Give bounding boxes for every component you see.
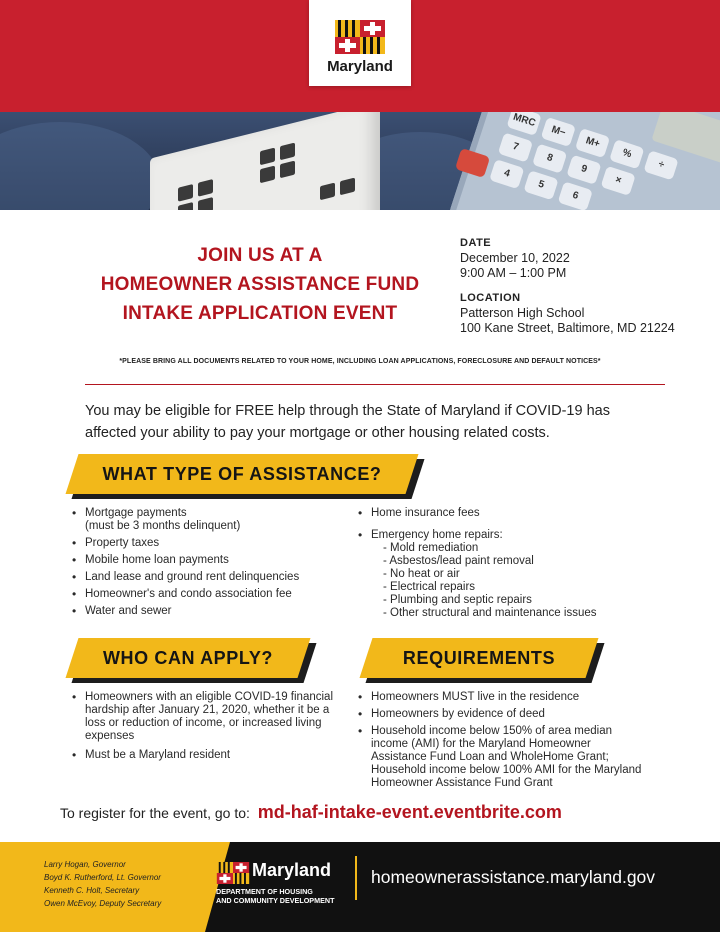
documents-note: *PLEASE BRING ALL DOCUMENTS RELATED TO YOUR HOME, INCLUDING LOAN APPLICATIONS, FORECLOSURE AND DEFAULT NOTICES* (119, 358, 601, 365)
hero-image (0, 0, 720, 210)
list-item: • Mobile home loan payments (70, 554, 350, 567)
divider-line (85, 384, 665, 385)
event-date: December 10, 2022 (460, 251, 570, 265)
calculator-icon: MRC M− M+ % ÷ 7 8 9 × 4 5 6 (446, 112, 720, 210)
website-link[interactable]: homeownerassistance.maryland.gov (371, 867, 656, 887)
maryland-logo (309, 0, 411, 86)
list-item: • Homeowners MUST live in the residence (356, 691, 646, 704)
requirements-list (356, 691, 646, 794)
event-time: 9:00 AM – 1:00 PM (460, 266, 567, 280)
assistance-title: WHAT TYPE OF ASSISTANCE? (102, 464, 382, 484)
list-item: • Mortgage payments (must be 3 months delinquent) (70, 507, 350, 533)
who-list (70, 691, 348, 766)
event-address: 100 Kane Street, Baltimore, MD 21224 (460, 321, 675, 335)
officials-list (44, 858, 214, 910)
location-label: LOCATION (460, 292, 521, 304)
who-can-apply-banner (72, 638, 304, 678)
requirements-title: REQUIREMENTS (402, 648, 556, 668)
maryland-flag-icon (335, 20, 385, 54)
toy-house-icon (150, 112, 380, 210)
assistance-banner (72, 454, 412, 494)
official-secretary: Kenneth C. Holt, Secretary (44, 886, 140, 895)
list-item: • Homeowner's and condo association fee (70, 588, 350, 601)
list-item: • Home insurance fees (356, 507, 656, 520)
register-line (60, 802, 700, 823)
list-item: • Must be a Maryland resident (70, 749, 348, 762)
who-title: WHO CAN APPLY? (102, 648, 274, 668)
dept-subtitle: DEPARTMENT OF HOUSING AND COMMUNITY DEVELOPMENT (216, 887, 335, 905)
headline-line-3: INTAKE APPLICATION EVENT (122, 303, 398, 324)
date-label: DATE (460, 237, 492, 249)
logo-text: Maryland (327, 58, 393, 75)
event-details (460, 236, 710, 336)
official-deputy-secretary: Owen McEvoy, Deputy Secretary (44, 899, 162, 908)
list-item: • Homeowners with an eligible COVID-19 financial hardship after January 21, 2020, whether it be a loss or reduction of income, or increased living expenses (70, 691, 348, 743)
eventbrite-link[interactable]: md-haf-intake-event.eventbrite.com (257, 802, 562, 822)
list-item: • Water and sewer (70, 605, 350, 618)
list-item: • Emergency home repairs: - Mold remediation - Asbestos/lead paint removal - No heat or air - Electrical repairs - Plumbing and septic repairs - Other structural and maintenance issues (356, 529, 656, 620)
headline-line-2: HOMEOWNER ASSISTANCE FUND (100, 274, 420, 295)
maryland-flag-icon (216, 862, 250, 884)
dept-name: Maryland (252, 860, 332, 880)
house-calculator-photo (0, 112, 720, 210)
headline-line-1: JOIN US AT A (197, 245, 323, 266)
assistance-list-right (356, 507, 656, 624)
assistance-list-left (70, 507, 350, 622)
list-item: • Household income below 150% of area median income (AMI) for the Maryland Homeowner Assistance Fund Loan and WholeHome Grant; Household income below 100% AMI for the Maryland Homeowner Assistance Fund Grant (356, 725, 646, 790)
event-venue: Patterson High School (460, 306, 585, 320)
event-headline (60, 241, 460, 328)
register-text: To register for the event, go to: (60, 805, 250, 821)
official-governor: Larry Hogan, Governor (44, 860, 126, 869)
footer-divider (355, 856, 357, 900)
official-lt-governor: Boyd K. Rutherford, Lt. Governor (44, 873, 161, 882)
list-item: • Homeowners by evidence of deed (356, 708, 646, 721)
eligibility-text: You may be eligible for FREE help through the State of Maryland if COVID-19 has affected your ability to pay your mortgage or other housing related costs. (85, 403, 610, 441)
list-item: • Property taxes (70, 537, 350, 550)
requirements-banner (366, 638, 592, 678)
list-item: • Land lease and ground rent delinquencies (70, 571, 350, 584)
